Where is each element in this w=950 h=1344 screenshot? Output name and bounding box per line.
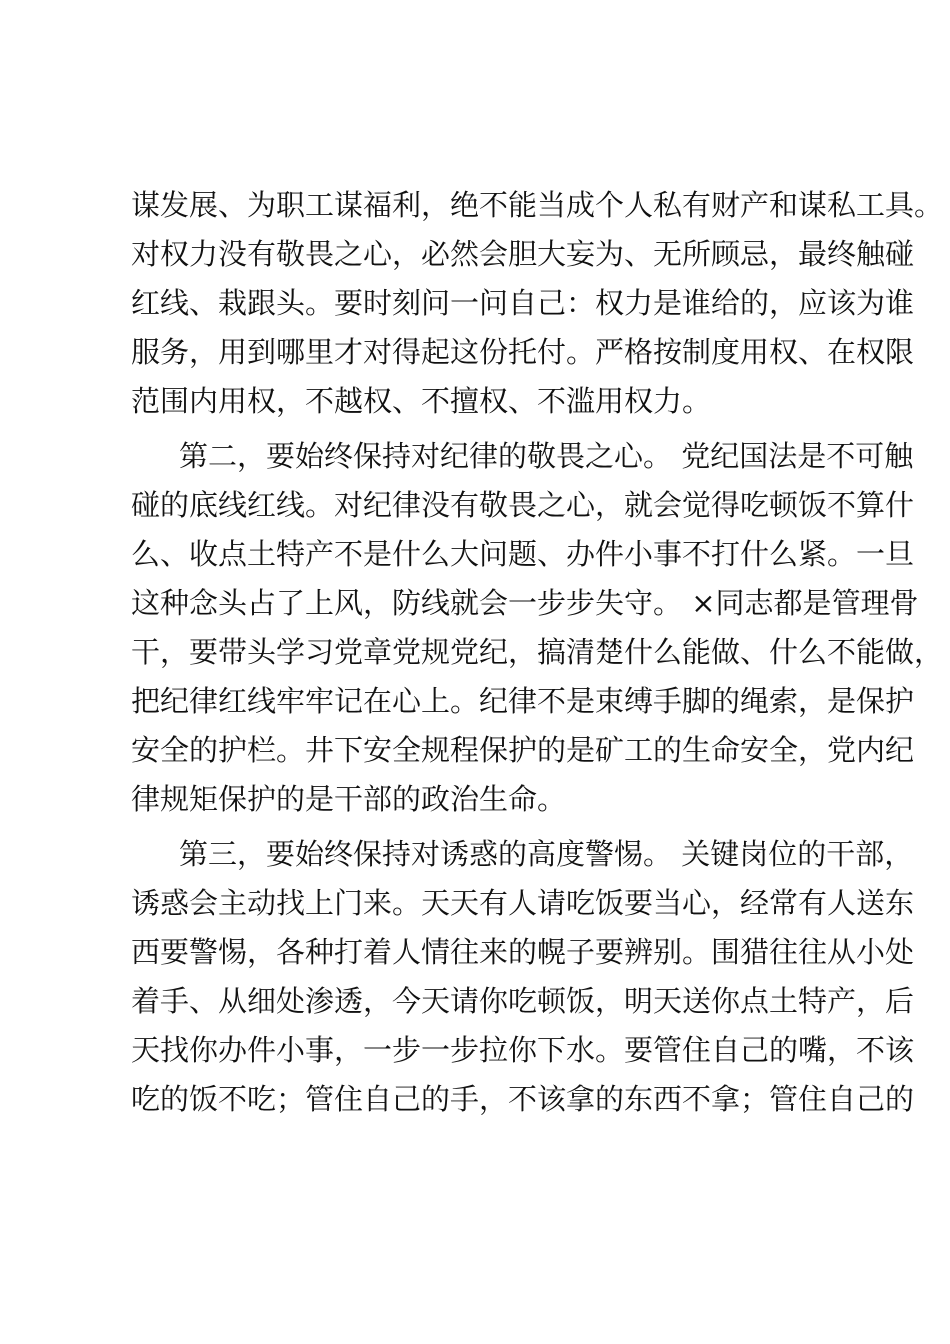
text-line: 红线、栽跟头。要时刻问一问自己：权力是谁给的，应该为谁 (131, 286, 915, 320)
text-line: 天找你办件小事，一步一步拉你下水。要管住自己的嘴，不该 (131, 1033, 915, 1067)
text-line: 对权力没有敬畏之心，必然会胆大妄为、无所顾忌，最终触碰 (131, 237, 915, 271)
text-line: 着手、从细处渗透，今天请你吃顿饭，明天送你点土特产，后 (131, 984, 915, 1018)
paragraph-heading-line: 第三，要始终保持对诱惑的高度警惕。 关键岗位的干部， (179, 837, 914, 871)
text-line: 这种念头占了上风，防线就会一步步失守。 ×同志都是管理骨 (131, 586, 919, 620)
text-line: 把纪律红线牢牢记在心上。纪律不是束缚手脚的绳索，是保护 (131, 684, 915, 718)
text-line: 谋发展、为职工谋福利，绝不能当成个人私有财产和谋私工具。 (131, 188, 944, 222)
text-line: 吃的饭不吃；管住自己的手，不该拿的东西不拿；管住自己的 (131, 1082, 915, 1116)
text-line: 服务，用到哪里才对得起这份托付。严格按制度用权、在权限 (131, 335, 915, 369)
text-line: 范围内用权，不越权、不擅权、不滥用权力。 (131, 384, 712, 418)
text-line: 碰的底线红线。对纪律没有敬畏之心，就会觉得吃顿饭不算什 (131, 488, 915, 522)
text-line: 安全的护栏。井下安全规程保护的是矿工的生命安全，党内纪 (131, 733, 915, 767)
text-line: 律规矩保护的是干部的政治生命。 (131, 782, 567, 816)
text-line: 么、收点土特产不是什么大问题、办件小事不打什么紧。一旦 (131, 537, 915, 571)
text-line: 西要警惕，各种打着人情往来的幌子要辨别。围猎往往从小处 (131, 935, 915, 969)
text-line: 干，要带头学习党章党规党纪，搞清楚什么能做、什么不能做， (131, 635, 944, 669)
text-line: 诱惑会主动找上门来。天天有人请吃饭要当心，经常有人送东 (131, 886, 915, 920)
paragraph-heading-line: 第二，要始终保持对纪律的敬畏之心。 党纪国法是不可触 (179, 439, 914, 473)
